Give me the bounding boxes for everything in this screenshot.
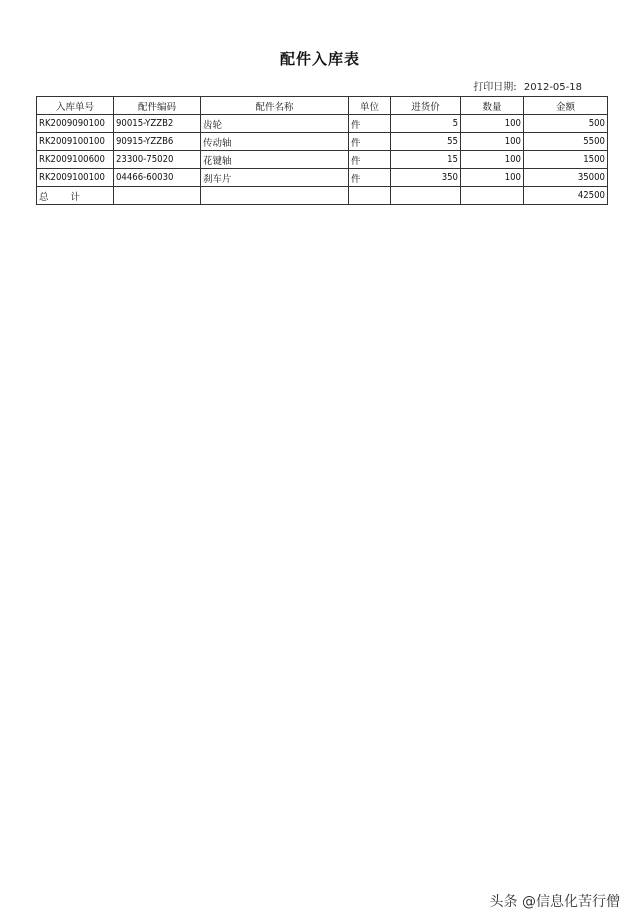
- cell-unit: 件: [349, 115, 391, 133]
- parts-inbound-table: [36, 96, 608, 205]
- watermark: 头条 @信息化苦行僧: [489, 894, 620, 910]
- cell-inbound-no: RK2009100600: [37, 151, 114, 169]
- cell-purchase-price: 55: [391, 133, 461, 151]
- cell-amount: 5500: [524, 133, 608, 151]
- cell-inbound-no: RK2009090100: [37, 115, 114, 133]
- total-empty-cell: [114, 187, 201, 205]
- print-date-value: 2012-05-18: [523, 82, 582, 93]
- table-header-row: [37, 97, 608, 115]
- header-unit: 单位: [349, 97, 391, 115]
- cell-unit: 件: [349, 151, 391, 169]
- cell-purchase-price: 350: [391, 169, 461, 187]
- table-row: [37, 133, 608, 151]
- cell-purchase-price: 5: [391, 115, 461, 133]
- total-empty-cell: [391, 187, 461, 205]
- total-label: [37, 187, 114, 205]
- cell-quantity: 100: [461, 169, 524, 187]
- total-empty-cell: [461, 187, 524, 205]
- header-part-name: 配件名称: [201, 97, 349, 115]
- total-empty-cell: [201, 187, 349, 205]
- header-quantity: 数量: [461, 97, 524, 115]
- cell-quantity: 100: [461, 151, 524, 169]
- cell-purchase-price: 15: [391, 151, 461, 169]
- cell-inbound-no: RK2009100100: [37, 133, 114, 151]
- total-label-right: 计: [70, 191, 81, 203]
- cell-unit: 件: [349, 133, 391, 151]
- cell-part-code: 04466-60030: [114, 169, 201, 187]
- total-amount: 42500: [524, 187, 608, 205]
- total-label-left: 总: [39, 191, 49, 203]
- cell-part-name: 齿轮: [201, 115, 349, 133]
- report-title: 配件入库表: [279, 50, 360, 68]
- cell-part-code: 23300-75020: [114, 151, 201, 169]
- cell-amount: 1500: [524, 151, 608, 169]
- cell-part-name: 花键轴: [201, 151, 349, 169]
- header-amount: 金额: [524, 97, 608, 115]
- total-empty-cell: [349, 187, 391, 205]
- header-purchase-price: 进货价: [391, 97, 461, 115]
- header-part-code: 配件编码: [114, 97, 201, 115]
- table-row: [37, 115, 608, 133]
- total-row: [37, 187, 608, 205]
- cell-inbound-no: RK2009100100: [37, 169, 114, 187]
- print-date-label: 打印日期:: [473, 82, 517, 93]
- cell-quantity: 100: [461, 115, 524, 133]
- cell-quantity: 100: [461, 133, 524, 151]
- table-row: [37, 151, 608, 169]
- header-inbound-no: 入库单号: [37, 97, 114, 115]
- table-row: [37, 169, 608, 187]
- cell-amount: 35000: [524, 169, 608, 187]
- cell-part-name: 传动轴: [201, 133, 349, 151]
- print-date: [473, 78, 582, 93]
- cell-amount: 500: [524, 115, 608, 133]
- cell-unit: 件: [349, 169, 391, 187]
- cell-part-code: 90015-YZZB2: [114, 115, 201, 133]
- cell-part-name: 刹车片: [201, 169, 349, 187]
- cell-part-code: 90915-YZZB6: [114, 133, 201, 151]
